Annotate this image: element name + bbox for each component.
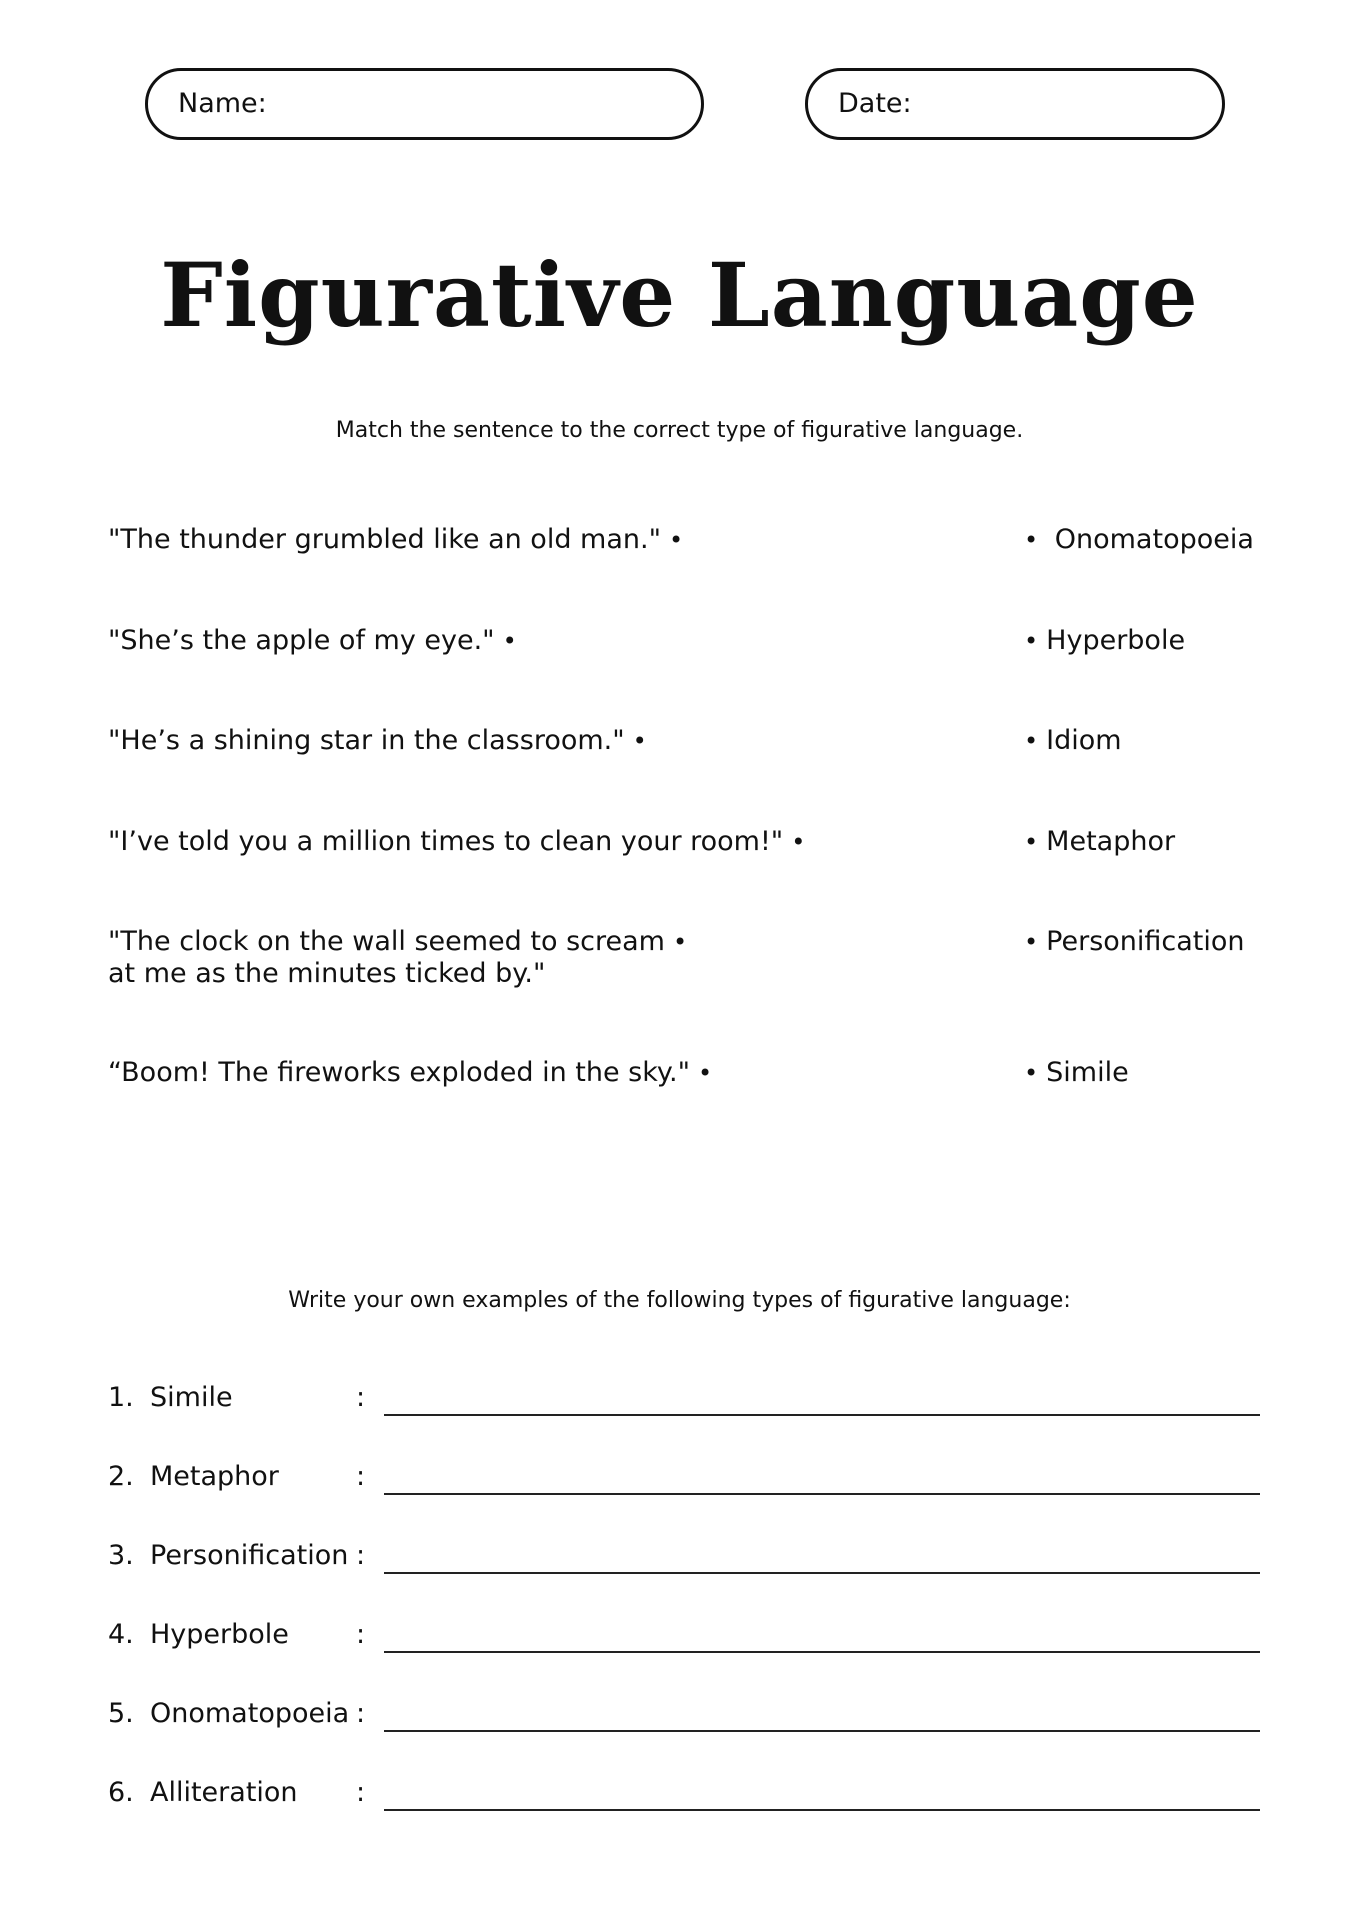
match-sentence: “Boom! The fireworks exploded in the sky." • [108,1057,713,1088]
example-number: 1. [108,1382,134,1413]
date-label: Date: [838,88,912,119]
match-sentence: "She’s the apple of my eye." • [108,625,517,656]
example-colon: : [356,1619,366,1650]
example-colon: : [356,1698,366,1729]
match-sentence: "The thunder grumbled like an old man." • [108,524,684,555]
match-point[interactable]: • [1024,1059,1039,1087]
match-sentence: "The clock on the wall seemed to scream • at me as the minutes ticked by." [108,926,688,989]
example-colon: : [356,1777,366,1808]
answer-line[interactable] [384,1572,1260,1574]
name-field[interactable] [145,68,704,140]
write-instruction: Write your own examples of the following types of figurative language: [288,1288,1071,1313]
example-colon: : [356,1461,366,1492]
example-label: Hyperbole [150,1619,289,1650]
example-row [108,1457,1260,1497]
example-label: Simile [150,1382,233,1413]
match-point[interactable]: • [669,526,684,554]
example-colon: : [356,1540,366,1571]
match-point[interactable]: • [698,1059,713,1087]
answer-line[interactable] [384,1730,1260,1732]
match-point[interactable]: • [632,727,647,755]
match-type: • Personification [1024,926,1245,957]
example-row [108,1773,1260,1813]
example-number: 2. [108,1461,134,1492]
answer-line[interactable] [384,1493,1260,1495]
example-label: Personification [150,1540,349,1571]
match-point[interactable]: • [502,627,517,655]
match-point[interactable]: • [1024,526,1039,554]
example-number: 5. [108,1698,134,1729]
match-type: • Metaphor [1024,826,1176,857]
name-label: Name: [178,88,267,119]
example-label: Metaphor [150,1461,279,1492]
match-type: • Simile [1024,1057,1129,1088]
example-colon: : [356,1382,366,1413]
match-type: • Onomatopoeia [1024,524,1254,555]
match-point[interactable]: • [1024,828,1039,856]
example-label: Alliteration [150,1777,298,1808]
answer-line[interactable] [384,1651,1260,1653]
match-instruction: Match the sentence to the correct type of figurative language. [335,418,1024,443]
example-number: 3. [108,1540,134,1571]
example-label: Onomatopoeia [150,1698,350,1729]
example-row [108,1378,1260,1418]
match-type: • Idiom [1024,725,1122,756]
example-row [108,1694,1260,1734]
match-point[interactable]: • [672,928,688,956]
match-point[interactable]: • [791,828,806,856]
example-row [108,1615,1260,1655]
match-point[interactable]: • [1024,928,1039,956]
page-title: Figurative Language [160,243,1199,347]
match-point[interactable]: • [1024,627,1039,655]
example-number: 4. [108,1619,134,1650]
match-sentence: "He’s a shining star in the classroom." • [108,725,647,756]
answer-line[interactable] [384,1809,1260,1811]
match-point[interactable]: • [1024,727,1039,755]
answer-line[interactable] [384,1414,1260,1416]
example-number: 6. [108,1777,134,1808]
match-type: • Hyperbole [1024,625,1186,656]
date-field[interactable] [805,68,1225,140]
example-row [108,1536,1260,1576]
match-sentence: "I’ve told you a million times to clean your room!" • [108,826,806,857]
